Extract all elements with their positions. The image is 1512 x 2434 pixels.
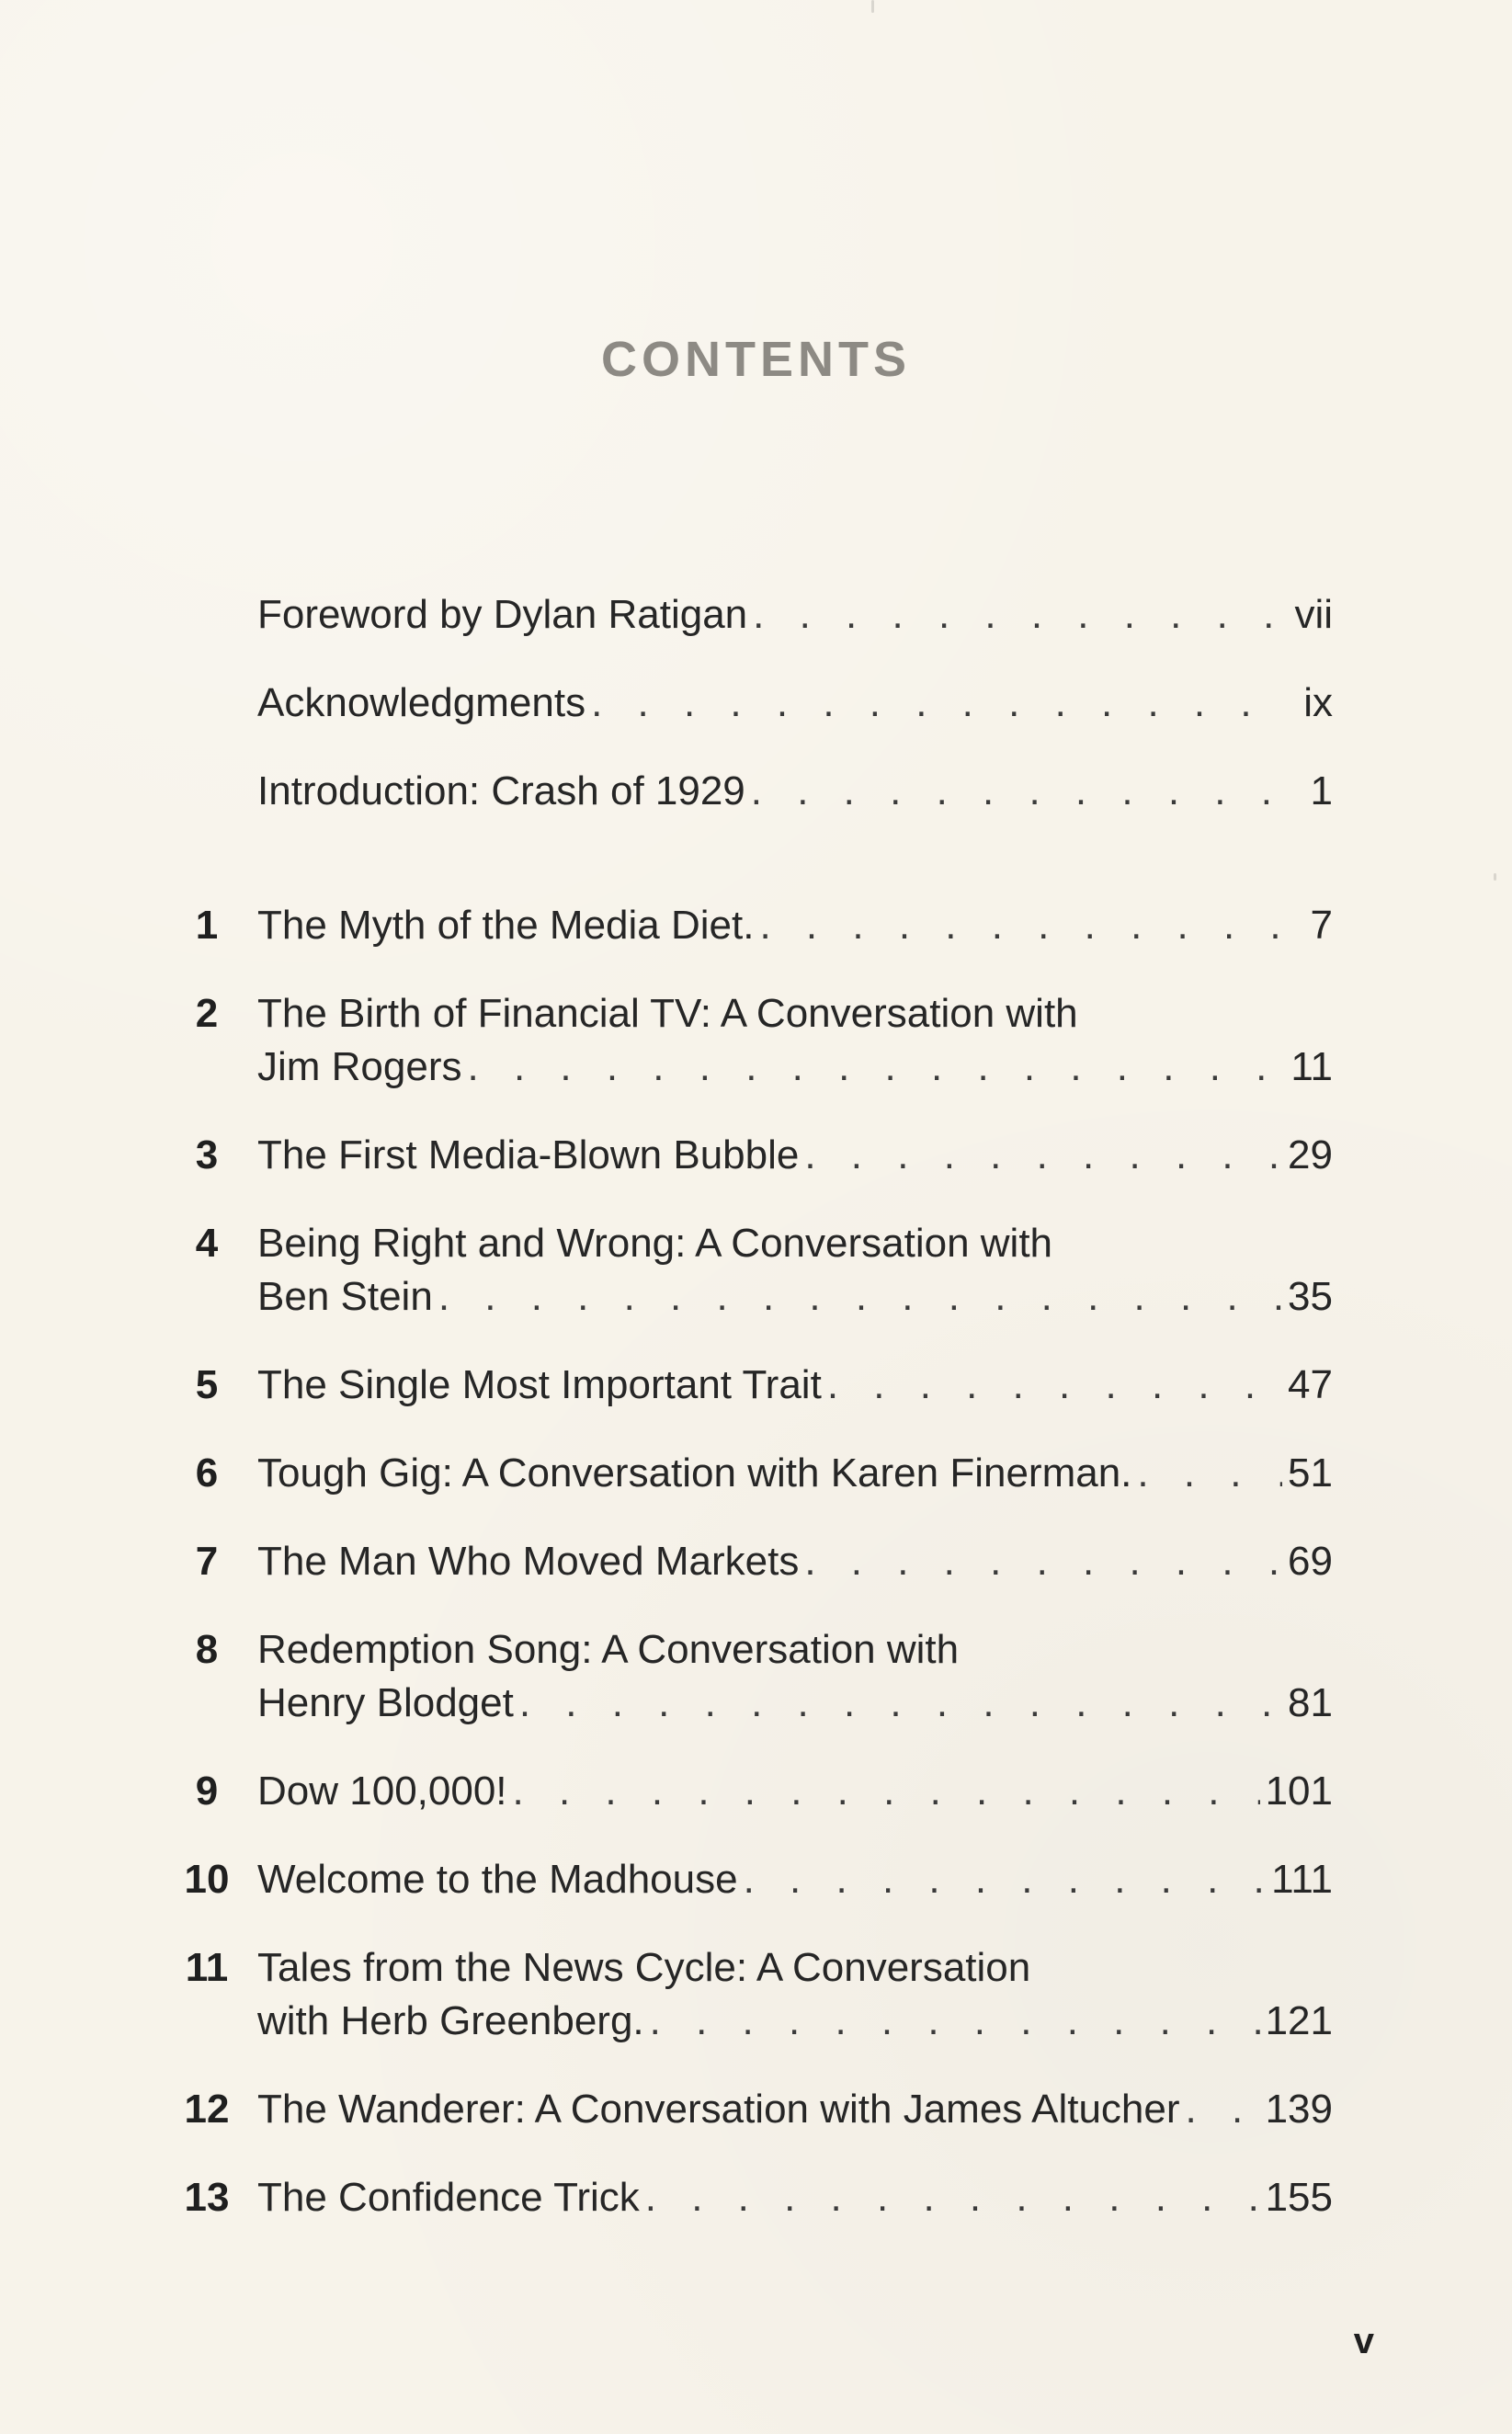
- toc-entry-acknowledgments: [156, 677, 1333, 730]
- scan-speck: [1494, 873, 1496, 881]
- page-title: CONTENTS: [601, 332, 911, 387]
- dot-leader: [1137, 1447, 1282, 1500]
- entry-page-number: 1: [1310, 768, 1333, 813]
- entry-page-number: 139: [1265, 2087, 1333, 2132]
- entry-page-number: 111: [1271, 1857, 1333, 1902]
- dot-leader: [744, 1853, 1267, 1906]
- chapter-number: 6: [195, 1450, 219, 1496]
- entry-label-line-2: Ben Stein: [257, 1274, 433, 1319]
- chapter-number: 1: [195, 903, 219, 948]
- dot-leader: [751, 765, 1289, 818]
- dot-leader: [650, 1995, 1260, 2048]
- page-folio: v: [1353, 2321, 1374, 2361]
- dot-leader: [1186, 2083, 1260, 2136]
- toc-entry-chapter-7: [156, 1535, 1333, 1588]
- entry-label: Acknowledgments: [257, 680, 586, 725]
- entry-page-number: 69: [1288, 1539, 1333, 1584]
- dot-leader: [468, 1041, 1286, 1094]
- entry-label-line-1: Redemption Song: A Conversation with: [257, 1627, 960, 1672]
- dot-leader: [753, 588, 1289, 642]
- chapter-number: 7: [195, 1539, 219, 1584]
- entry-page-number: 47: [1288, 1362, 1333, 1407]
- chapter-number: 8: [195, 1627, 219, 1672]
- dot-leader: [827, 1359, 1282, 1412]
- entry-page-number: 121: [1265, 1998, 1333, 2043]
- toc-entry-chapter-12: [156, 2083, 1333, 2136]
- chapter-number: 9: [195, 1769, 219, 1814]
- entry-label: Tough Gig: A Conversation with Karen Finerman.: [257, 1450, 1132, 1496]
- toc-entry-chapter-1: [156, 899, 1333, 952]
- scan-speck: [871, 0, 874, 13]
- entry-page-number: 51: [1288, 1450, 1333, 1496]
- entry-page-number: 7: [1310, 903, 1333, 948]
- chapter-number: 13: [184, 2175, 230, 2220]
- entry-label: The Single Most Important Trait: [257, 1362, 822, 1407]
- entry-page-number: 81: [1288, 1680, 1333, 1725]
- dot-leader: [519, 1677, 1282, 1730]
- entry-label-line-2: with Herb Greenberg.: [257, 1998, 644, 2043]
- dot-leader: [591, 677, 1289, 730]
- toc-entry-chapter-11: [156, 1941, 1333, 2048]
- toc-entry-chapter-9: [156, 1765, 1333, 1818]
- entry-page-number: 29: [1288, 1132, 1333, 1177]
- toc-entry-chapter-8: [156, 1623, 1333, 1730]
- entry-label: The Confidence Trick: [257, 2175, 640, 2220]
- dot-leader: [804, 1129, 1282, 1182]
- toc-entry-introduction: [156, 765, 1333, 818]
- chapter-number: 12: [184, 2087, 230, 2132]
- entry-page-number: 11: [1290, 1044, 1333, 1089]
- toc-entry-chapter-6: [156, 1447, 1333, 1500]
- toc-entry-chapter-10: [156, 1853, 1333, 1906]
- dot-leader: [438, 1270, 1282, 1324]
- entry-label: Introduction: Crash of 1929: [257, 768, 745, 813]
- entry-label: The Man Who Moved Markets: [257, 1539, 800, 1584]
- entry-label: The Myth of the Media Diet.: [257, 903, 755, 948]
- entry-label-line-1: Tales from the News Cycle: A Conversation: [257, 1945, 1031, 1990]
- toc-entry-chapter-3: [156, 1129, 1333, 1182]
- entry-label: Dow 100,000!: [257, 1769, 507, 1814]
- chapter-number: 10: [184, 1857, 230, 1902]
- entry-label: The First Media-Blown Bubble: [257, 1132, 800, 1177]
- entry-page-number: ix: [1303, 680, 1333, 725]
- toc-entry-chapter-5: [156, 1359, 1333, 1412]
- entry-page-number: 101: [1265, 1769, 1333, 1814]
- entry-page-number: 35: [1288, 1274, 1333, 1319]
- entry-page-number: 155: [1265, 2175, 1333, 2220]
- entry-label: Foreword by Dylan Ratigan: [257, 592, 748, 637]
- toc-entry-foreword: [156, 588, 1333, 642]
- entry-label: Welcome to the Madhouse: [257, 1857, 738, 1902]
- entry-page-number: vii: [1294, 592, 1333, 637]
- toc-entry-chapter-2: [156, 987, 1333, 1094]
- dot-leader: [804, 1535, 1282, 1588]
- entry-label-line-1: Being Right and Wrong: A Conversation with: [257, 1221, 1053, 1266]
- chapter-number: 11: [185, 1945, 229, 1990]
- entry-label-line-1: The Birth of Financial TV: A Conversation with: [257, 991, 1078, 1036]
- toc-entry-chapter-13: [156, 2171, 1333, 2224]
- chapter-number: 5: [195, 1362, 219, 1407]
- dot-leader: [759, 899, 1289, 952]
- chapter-number: 4: [195, 1221, 219, 1266]
- entry-label-line-2: Henry Blodget: [257, 1680, 514, 1725]
- entry-label: The Wanderer: A Conversation with James Altucher: [257, 2087, 1180, 2132]
- chapter-number: 3: [195, 1132, 219, 1177]
- dot-leader: [513, 1765, 1260, 1818]
- entry-label-line-2: Jim Rogers: [257, 1044, 462, 1089]
- dot-leader: [645, 2171, 1260, 2224]
- chapter-number: 2: [195, 991, 219, 1036]
- toc-entry-chapter-4: [156, 1217, 1333, 1324]
